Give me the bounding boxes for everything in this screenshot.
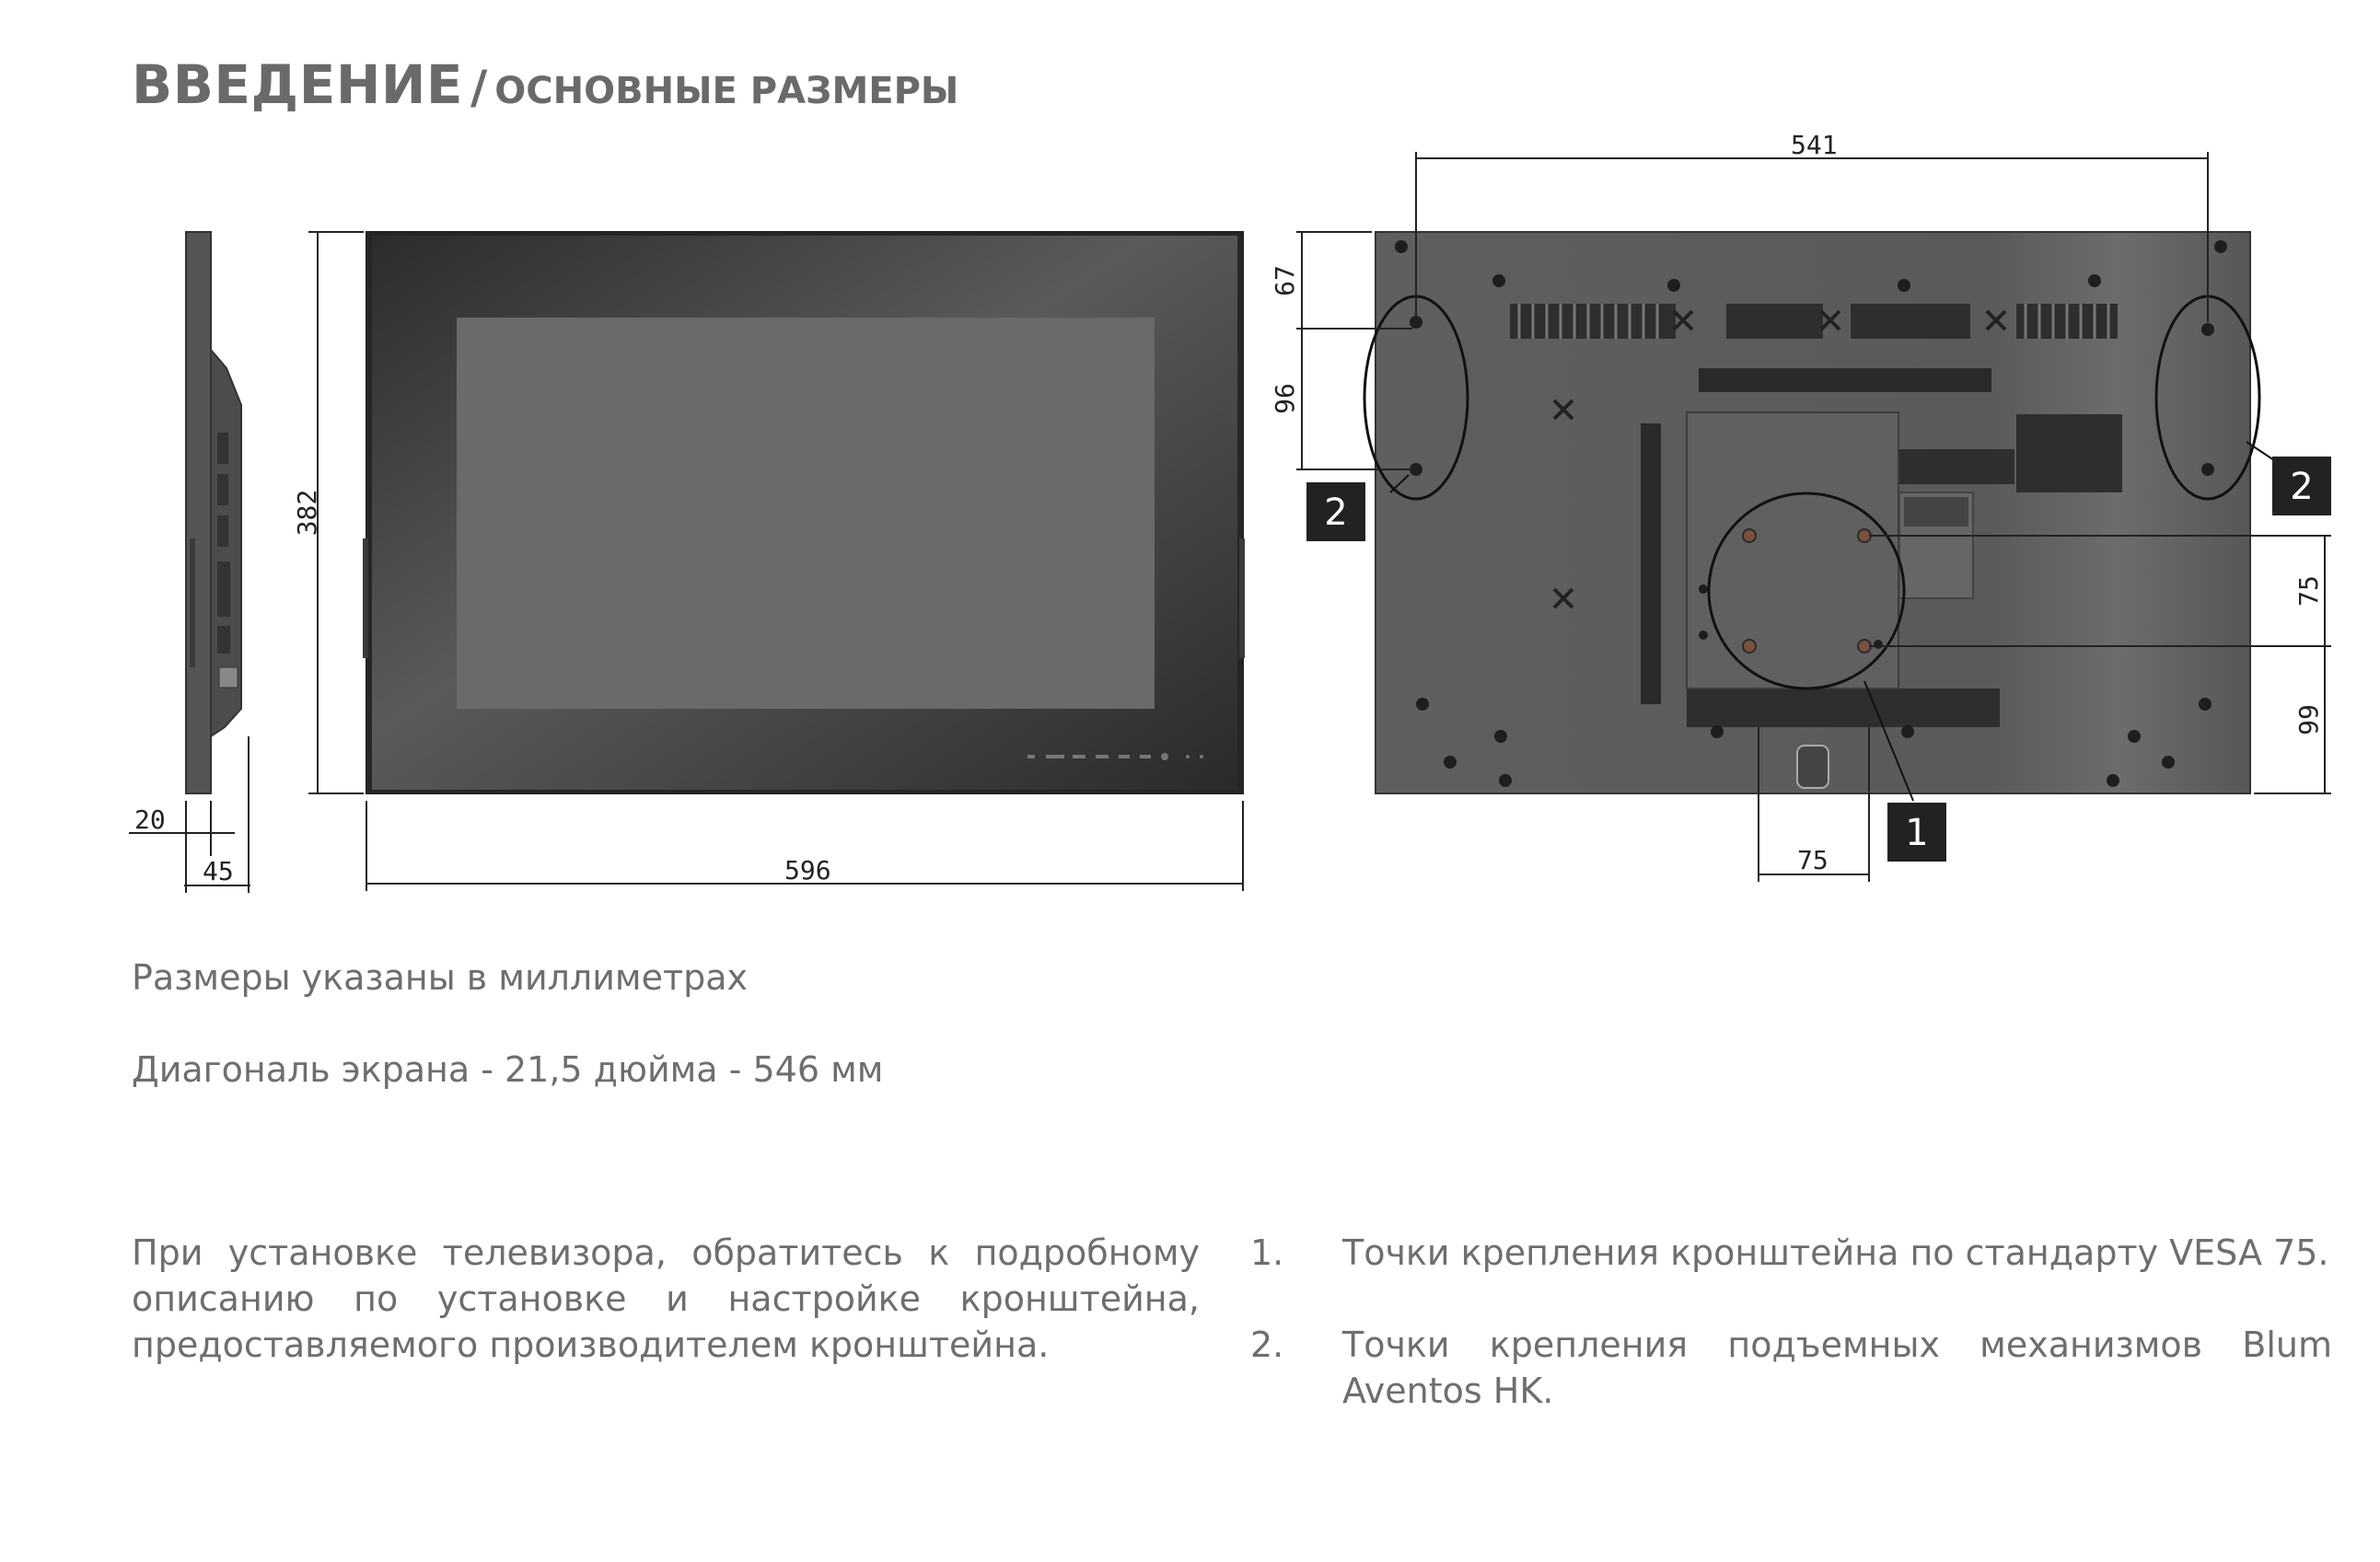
dim-rear-541: 541 (1791, 130, 1838, 160)
callout-2-right-label: 2 (2290, 466, 2314, 508)
callout-1 (1887, 803, 1946, 862)
side-view (186, 232, 241, 793)
legend-item-number: 1. (1250, 1232, 1284, 1273)
install-paragraph: При установке телевизора, обратитесь к подробному описанию по установке и настройке кронштейна, предоставляемого производителем кронштейна. (132, 1232, 1200, 1365)
callout-1-label: 1 (1905, 812, 1929, 854)
front-view (363, 232, 1245, 793)
dim-rear-99: 99 (2293, 704, 2324, 735)
dim-side-45: 45 (203, 856, 234, 886)
legend-list (1250, 1230, 2332, 1460)
callout-2-right (2272, 457, 2331, 515)
dim-rear-67: 67 (1270, 265, 1300, 296)
dim-front-height: 382 (292, 489, 322, 537)
legend-item (1250, 1230, 2332, 1276)
legend-item-text: Точки крепления подъемных механизмов Blum Aventos HK. (1342, 1325, 2332, 1411)
units-note: Размеры указаны в миллиметрах (132, 957, 748, 998)
diagonal-note: Диагональ экрана - 21,5 дюйма - 546 мм (132, 1049, 884, 1090)
title-sub: ОСНОВНЫЕ РАЗМЕРЫ (494, 70, 959, 112)
dim-front-width: 596 (784, 855, 831, 885)
callout-2-left-label: 2 (1324, 492, 1348, 534)
dim-rear-75-vertical: 75 (2293, 575, 2324, 607)
callout-2-left (1306, 482, 1365, 541)
dim-rear-75-horizontal: 75 (1797, 845, 1829, 875)
title-separator: / (470, 61, 488, 114)
legend-item (1250, 1322, 2332, 1414)
dim-rear-96: 96 (1270, 383, 1300, 414)
dim-side-20: 20 (134, 804, 166, 835)
title-main: ВВЕДЕНИЕ (132, 53, 464, 116)
legend-item-number: 2. (1250, 1325, 1284, 1365)
rear-view (1364, 232, 2274, 801)
legend-item-text: Точки крепления кронштейна по стандарту VESA 75. (1342, 1232, 2329, 1273)
